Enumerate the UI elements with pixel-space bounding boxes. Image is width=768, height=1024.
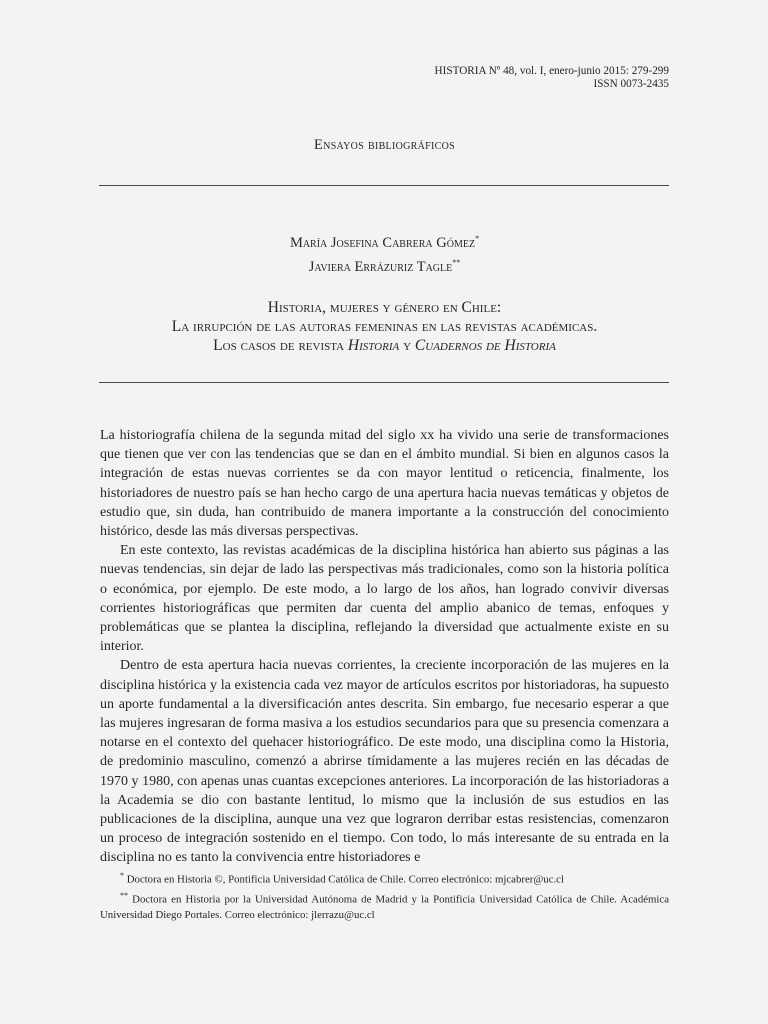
paragraph: Dentro de esta apertura hacia nuevas corrientes, la creciente incorporación de las mujeres en la disciplina histórica y la existencia cada vez mayor de artículos escritos por historiadoras, ha supuesto un aporte fundamental a la diversificación antes descrita. Sin embargo, fue necesario esperar a que las mujeres ingresaran de forma masiva a los estudios secundarios para que su presencia comenzara a notarse en el contexto del quehacer historiográfico. De este modo, una disciplina como la Historia, de predominio masculino, comenzó a abrirse tímidamente a las mujeres recién en las décadas de 1970 y 1980, con apenas unas cuantas excepciones anteriores. La incorporación de las historiadoras a la Academia se dio con bastante lentitud, lo mismo que la inclusión de sus estudios en las publicaciones de la disciplina, aunque una vez que lograron derribar estas resistencias, comenzaron un proceso de integración sostenido en el tiempo. Con todo, lo más interesante de su entrada en la disciplina no es tanto la convivencia entre historiadores e — [100, 658, 669, 866]
footnote-text: Doctora en Historia por la Universidad Autónoma de Madrid y la Pontificia Universidad Católica de Chile. Académica Universidad Diego Portales. Correo electrónico: jlerrazu@uc.cl — [100, 893, 669, 922]
journal-header — [435, 65, 669, 91]
journal-name-historia: Historia — [347, 337, 400, 354]
footnote-2 — [100, 888, 669, 924]
title-text: y — [399, 337, 415, 354]
footnote-1 — [100, 868, 669, 888]
author-1 — [100, 229, 669, 253]
title-line-3 — [100, 336, 669, 355]
footnote-mark: * — [120, 871, 124, 880]
paragraph: En este contexto, las revistas académicas de la disciplina histórica han abierto sus páginas a las nuevas tendencias, sin dejar de lado las perspectivas más tradicionales, como son la historia política o económica, por ejemplo. De este modo, a lo largo de los años, han logrado convivir diversas corrientes historiográficas que permiten dar cuenta del amplio abanico de temas, enfoques y problemáticas que se plantea la disciplina, reflejando la diversidad que actualmente existe en su interior. — [100, 543, 669, 655]
author-name: María Josefina Cabrera Gómez — [289, 234, 476, 251]
footnote-text: Doctora en Historia ©, Pontificia Universidad Católica de Chile. Correo electrónico: mjcabrer@uc.cl — [124, 873, 564, 886]
top-divider — [99, 185, 669, 186]
journal-name-cuadernos: Cuadernos de Historia — [414, 337, 556, 354]
title-line-2: La irrupción de las autoras femeninas en las revistas académicas. — [171, 318, 598, 335]
author-name: Javiera Errázuriz Tagle — [308, 258, 453, 275]
title-text: Los casos de revista — [213, 337, 348, 354]
footnotes — [100, 868, 669, 924]
bottom-divider — [99, 382, 669, 383]
journal-citation: HISTORIA Nº 48, vol. I, enero-junio 2015: 279-299 — [434, 65, 669, 77]
footnote-mark: ** — [452, 257, 461, 267]
footnote-mark: * — [475, 234, 480, 243]
title-line-1: Historia, mujeres y género en Chile: — [267, 299, 502, 316]
section-title: Ensayos bibliográficos — [314, 137, 455, 153]
article-title — [100, 298, 669, 355]
footnote-mark: ** — [120, 891, 128, 901]
article-body — [100, 426, 669, 868]
author-list — [100, 229, 669, 277]
paragraph: La historiografía chilena de la segunda mitad del siglo xx ha vivido una serie de transformaciones que tienen que ver con las tendencias que se dan en el ámbito mundial. Si bien en algunos casos la integración de estas nuevas corrientes se da con mayor lentitud o reticencia, finalmente, los historiadores de nuestro país se han hecho cargo de una apertura hacia nuevas temáticas y objetos de estudio que, sin duda, han contribuido de manera importante a la construcción del conocimiento histórico, desde las más diversas perspectivas. — [100, 428, 669, 540]
issn: ISSN 0073-2435 — [593, 78, 669, 90]
author-2 — [100, 253, 669, 277]
